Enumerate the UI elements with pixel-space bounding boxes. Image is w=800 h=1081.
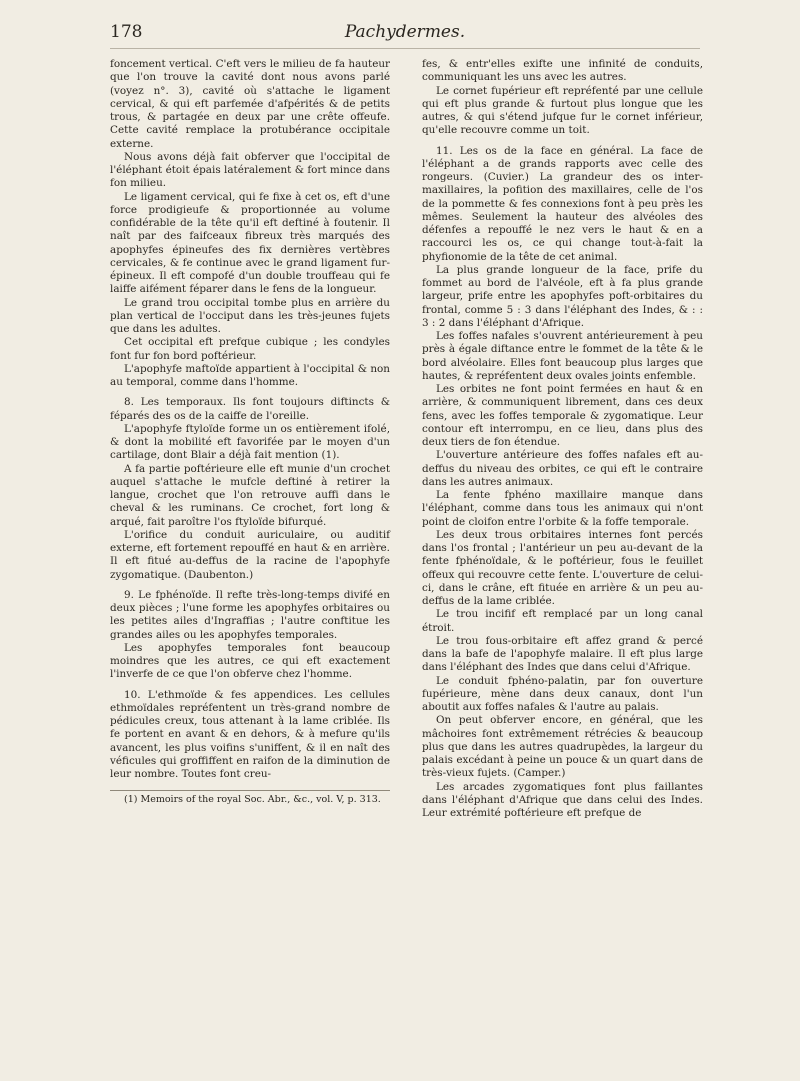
paragraph: foncement vertical. C'eft vers le milieu de fa hauteur que l'on trouve la cavité dont nous avons parlé (voyez n°. 3), cavité où s'attache le ligament cervical, & qui eft parfemée d'afpérités & de petits trous, & partagée en deux par une crête offeufe. Cette cavité remplace la protubérance occipitale externe.: [110, 58, 390, 150]
paragraph: La plus grande longueur de la face, prife du fommet au bord de l'alvéole, eft à fa plus grande largeur, prife entre les apophyfes poft-orbitaires du frontal, comme 5 : 3 dans l'éléphant des Indes, & : : 3 : 2 dans l'éléphant d'Afrique.: [422, 263, 703, 329]
paragraph: Les arcades zygomatiques font plus faillantes dans l'éléphant d'Afrique que dans celui des Indes. Leur extrémité poftérieure eft prefque de: [422, 780, 703, 819]
paragraph: Le conduit fphéno-palatin, par fon ouverture fupérieure, mène dans deux canaux, dont l'un aboutit aux foffes nafales & l'autre au palais.: [422, 674, 703, 713]
paragraph: A fa partie poftérieure elle eft munie d'un crochet auquel s'attache le mufcle deftiné à retirer la langue, crochet que l'on retrouve auffi dans le cheval & les ruminans. Ce crochet, fort long & arqué, fait paroître l'os ftyloïde bifurqué.: [110, 462, 390, 528]
paragraph: Le cornet fupérieur eft repréfenté par une cellule qui eft plus grande & furtout plus longue que les autres, & qui s'étend jufque fur le cornet inférieur, qu'elle recouvre comme un toit.: [422, 84, 703, 137]
paragraph: Le trou fous-orbitaire eft affez grand & percé dans la bafe de l'apophyfe malaire. Il eft plus large dans l'éléphant des Indes que dans celui d'Afrique.: [422, 634, 703, 674]
paragraph: Les foffes nafales s'ouvrent antérieurement à peu près à égale diftance entre le fommet de la tête & le bord alvéolaire. Elles font beaucoup plus larges que hautes, & repréfentent deux ovales joints enfemble.: [422, 330, 703, 382]
paragraph: Le ligament cervical, qui fe fixe à cet os, eft d'une force prodigieufe & proportionnée au volume confidérable de la tête qu'il eft deftiné à foutenir. Il naît par des faifceaux fibreux très marqués des apophyfes épineufes des fix dernières vertèbres cervicales, & fe continue avec le grand ligament fur-épineux. Il eft compofé d'un double trouffeau qui fe laiffe aifément féparer dans le fens de la longueur.: [110, 190, 390, 296]
paragraph: L'ouverture antérieure des foffes nafales eft au-deffus du niveau des orbites, ce qui eft le contraire dans les autres animaux.: [422, 449, 703, 488]
running-title: Pachydermes.: [344, 22, 466, 42]
paragraph: L'apophyfe ftyloïde forme un os entièrement ifolé, & dont la mobilité eft favorifée par le moyen d'un cartilage, dont Blair a déjà fait mention (1).: [110, 422, 390, 462]
paragraph: Cet occipital eft prefque cubique ; les condyles font fur fon bord poftérieur.: [110, 336, 390, 362]
paragraph: La fente fphéno maxillaire manque dans l'éléphant, comme dans tous les animaux qui n'ont point de cloifon entre l'orbite & la foffe temporale.: [422, 489, 703, 528]
section-heading-paragraph: 11. Les os de la face en général. La face de l'éléphant a de grands rapports avec celle des rongeurs. (Cuvier.) La grandeur des os inter-maxillaires, la pofition des maxillaires, celle de l'os de la pommette & fes connexions font à peu près les mêmes. Seulement la hauteur des alvéoles des défenfes a repouffé le nez vers le haut & en a raccourci les os, ce qui change tout-à-fait la phyfionomie de la tête de cet animal.: [422, 144, 703, 263]
paragraph: Le trou incifif eft remplacé par un long canal étroit.: [422, 608, 703, 634]
paragraph: Les apophyfes temporales font beaucoup moindres que les autres, ce qui eft exactement l'inverfe de ce que l'on obferve chez l'homme.: [110, 641, 390, 681]
footnote-divider: [110, 790, 390, 791]
paragraph: On peut obferver encore, en général, que les mâchoires font extrêmement rétrécies & beaucoup plus que dans les autres quadrupèdes, la largeur du palais excédant à peine un pouce & un quart dans de très-vieux fujets. (Camper.): [422, 714, 703, 780]
paragraph: Le grand trou occipital tombe plus en arrière du plan vertical de l'occiput dans les très-jeunes fujets que dans les adultes.: [110, 296, 390, 335]
paragraph: Les orbites ne font point fermées en haut & en arrière, & communiquent librement, dans ces deux fens, avec les foffes temporale & zygomatique. Leur contour eft interrompu, en ce lieu, dans plus des deux tiers de fon étendue.: [422, 383, 703, 448]
right-column: [422, 58, 703, 820]
section-heading-paragraph: 8. Les temporaux. Ils font toujours diftincts & féparés des os de la caiffe de l'oreille.: [110, 396, 390, 422]
paragraph: L'orifice du conduit auriculaire, ou auditif externe, eft fortement repouffé en haut & en arrière. Il eft fitué au-deffus de la racine de l'apophyfe zygomatique. (Daubenton.): [110, 528, 390, 581]
paragraph: Nous avons déjà fait obferver que l'occipital de l'éléphant étoit épais latéralement & fort mince dans fon milieu.: [110, 150, 390, 190]
left-column: [110, 58, 390, 806]
section-heading-paragraph: 9. Le fphénoïde. Il refte très-long-temps divifé en deux pièces ; l'une forme les apophyfes orbitaires ou les petites ailes d'Ingraffias ; l'autre conftitue les grandes ailes ou les apophyfes temporales.: [110, 588, 390, 641]
footnote: (1) Memoirs of the royal Soc. Abr., &c., vol. V, p. 313.: [124, 794, 381, 806]
page-header: [110, 22, 700, 49]
paragraph: fes, & entr'elles exifte une infinité de conduits, communiquant les uns avec les autres.: [422, 58, 703, 84]
section-heading-paragraph: 10. L'ethmoïde & fes appendices. Les cellules ethmoïdales repréfentent un très-grand nombre de pédicules creux, tous attenant à la lame criblée. Ils fe portent en avant & en dehors, & à mefure qu'ils avancent, les plus voifins s'uniffent, & il en naît des véficules qui groffiffent en raifon de la diminution de leur nombre. Toutes font creu-: [110, 688, 390, 780]
paragraph: L'apophyfe maftoïde appartient à l'occipital & non au temporal, comme dans l'homme.: [110, 362, 390, 388]
page-number: 178: [110, 22, 143, 42]
paragraph: Les deux trous orbitaires internes font percés dans l'os frontal ; l'antérieur un peu au-devant de la fente fphénoïdale, & le poftérieur, fous le feuillet offeux qui recouvre cette fente. L'ouverture de celui-ci, dans le crâne, eft fituée en arrière & un peu au-deffus de la lame criblée.: [422, 528, 703, 607]
